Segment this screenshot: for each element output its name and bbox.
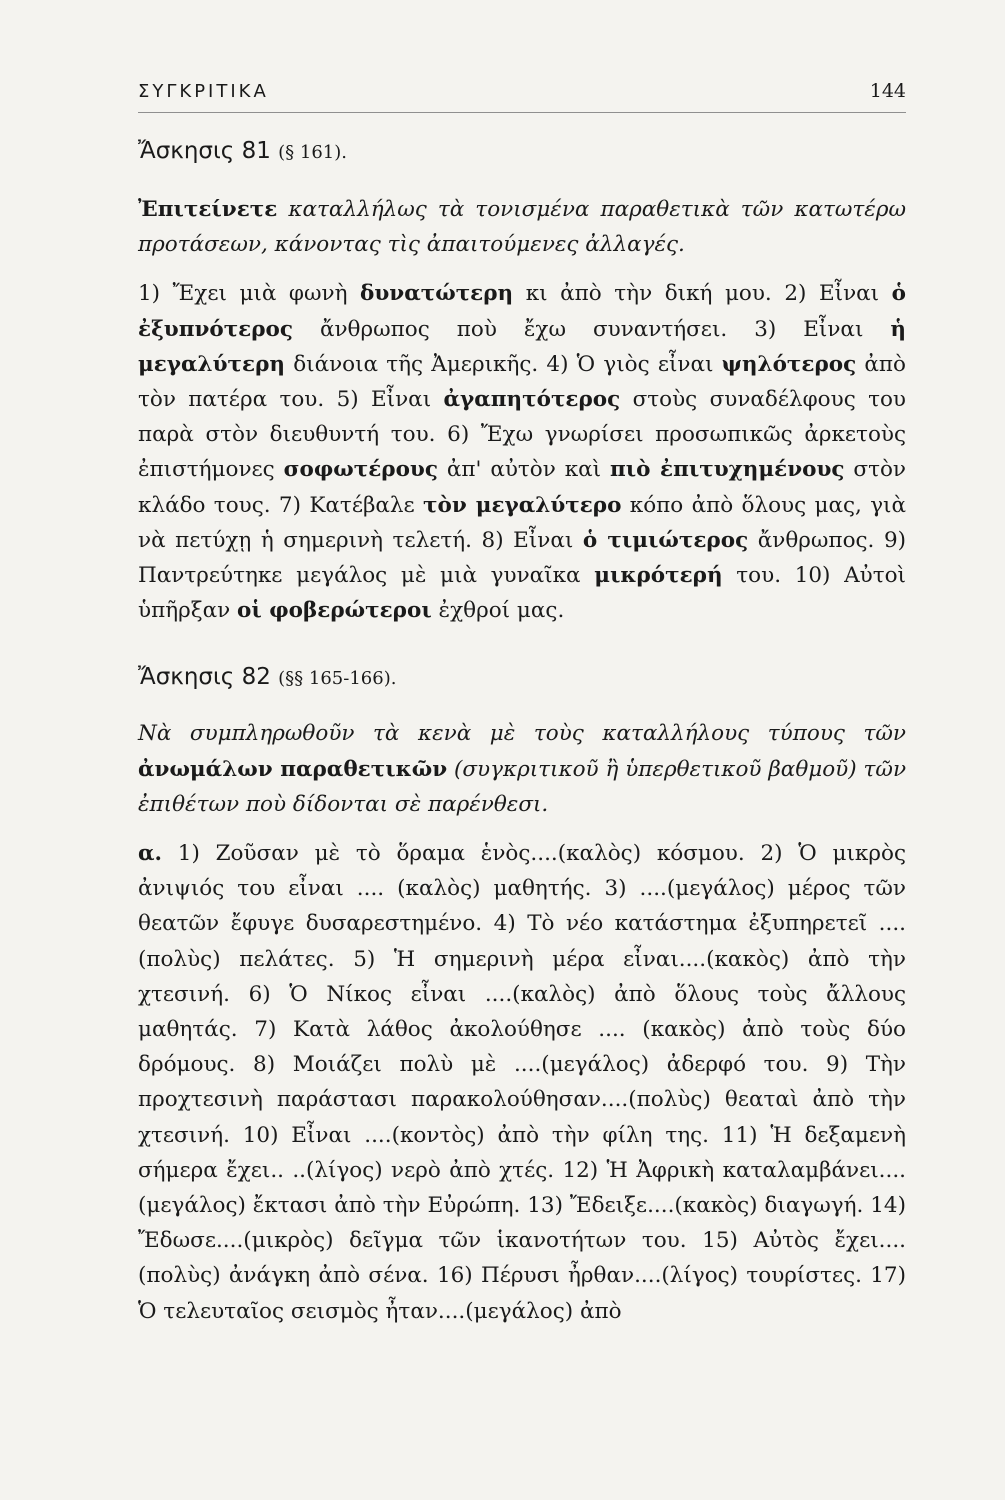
instruction-lead: Ἐπιτείνετε: [138, 197, 278, 222]
emphasized-comparative: ψηλότερος: [721, 351, 857, 377]
header-rule: [138, 112, 906, 113]
emphasized-comparative: δυνατώτερη: [360, 281, 514, 307]
instruction-text: καταλλήλως τὰ τονισμένα παραθετικὰ τῶν κατωτέρω προτάσεων, κάνοντας τὶς ἀπαιτούμενες ἀλλαγές.: [138, 197, 906, 258]
exercise-82-heading: [138, 658, 906, 698]
sentence-text: στὸν κλάδο τους. 7) Κατέβαλε: [138, 457, 906, 518]
exercise-81-instruction: [138, 192, 906, 262]
page-body: [138, 132, 906, 1329]
emphasized-comparative: πιὸ ἐπιτυχημένους: [610, 457, 845, 483]
instruction-text: (συγκριτικοῦ ἢ ὑπερθετικοῦ βαθμοῦ) τῶν ἐπιθέτων ποὺ δίδονται σὲ παρένθεσι.: [138, 756, 907, 817]
emphasized-comparative: ὁ τιμιώτερος: [582, 527, 749, 553]
emphasized-comparative: ἡ μεγαλύτερη: [138, 316, 906, 377]
running-head: [138, 80, 906, 102]
instruction-emphasis: ἀνωμάλων παραθετικῶν: [138, 756, 448, 782]
sentence-text: ἄνθρωπος ποὺ ἔχω συναντήσει. 3) Εἶναι: [292, 316, 891, 342]
emphasized-comparative: ἀγαπητότερος: [443, 387, 621, 413]
chapter-title: ΣΥΓΚΡΙΤΙΚΑ: [138, 81, 269, 102]
part-label: α.: [138, 841, 163, 867]
part-a-text: 1) Ζοῦσαν μὲ τὸ ὅραμα ἑνὸς....(καλὸς) κόσμου. 2) Ὁ μικρὸς ἀνιψιός του εἶναι .... (καλὸς) μαθητής. 3) ....(μεγάλος) μέρος τῶν θεατῶν ἔφυγε δυσαρεστημένο. 4) Τὸ νέο κατάστημα ἐξυπηρετεῖ .... (πολὺς) πελάτες. 5) Ἡ σημερινὴ μέρα εἶναι....(κακὸς) ἀπὸ τὴν χτεσινή. 6) Ὁ Νίκος εἶναι ....(καλὸς) ἀπὸ ὅλους τοὺς ἄλλους μαθητάς. 7) Κατὰ λάθος ἀκολούθησε .... (κακὸς) ἀπὸ τοὺς δύο δρόμους. 8) Μοιάζει πολὺ μὲ ....(μεγάλος) ἀδερφό του. 9) Τὴν προχτεσινὴ παράστασι παρακολούθησαν....(πολὺς) θεαταὶ ἀπὸ τὴν χτεσινή. 10) Εἶναι ....(κοντὸς) ἀπὸ τὴν φίλη της. 11) Ἡ δεξαμενὴ σήμερα ἔχει.. ..(λίγος) νερὸ ἀπὸ χτές. 12) Ἡ Ἀφρικὴ καταλαμβάνει....(μεγάλος) ἔκτασι ἀπὸ τὴν Εὐρώπη. 13) Ἔδειξε....(κακὸς) διαγωγή. 14) Ἔδωσε....(μικρὸς) δεῖγμα τῶν ἱκανοτήτων του. 15) Αὐτὸς ἔχει....(πολὺς) ἀνάγκη ἀπὸ σένα. 16) Πέρυσι ἦρθαν....(λίγος) τουρίστες. 17) Ὁ τελευταῖος σεισμὸς ἦταν....(μεγάλος) ἀπὸ: [138, 841, 906, 1324]
emphasized-comparative: σοφωτέρους: [283, 457, 438, 483]
instruction-text: Νὰ συμπληρωθοῦν τὰ κενὰ μὲ τοὺς καταλλήλους τύπους τῶν: [138, 721, 906, 747]
sentence-text: κόπο ἀπὸ ὅλους μας, γιὰ νὰ πετύχῃ ἡ σημερινὴ τελετή. 8) Εἶναι: [138, 492, 906, 553]
sentence-text: κι ἀπὸ τὴν δική μου. 2) Εἶναι: [513, 281, 892, 307]
exercise-82-instruction: [138, 716, 906, 822]
exercise-82-part-a: [138, 836, 906, 1329]
exercise-81-sentences: [138, 276, 906, 628]
emphasized-comparative: τὸν μεγαλύτερο: [423, 492, 622, 518]
sentence-text: 1) Ἔχει μιὰ φωνὴ: [138, 281, 361, 307]
exercise-82-title: Ἄσκησις 82: [138, 664, 271, 691]
emphasized-comparative: μικρότερή: [594, 563, 723, 589]
sentence-text: στοὺς συναδέλφους του παρὰ στὸν διευθυντή του. 6) Ἔχω γνωρίσει προσωπικῶς ἀρκετοὺς ἐπιστήμονες: [138, 387, 906, 483]
exercise-81-reference: (§ 161).: [278, 142, 348, 163]
exercise-82-reference: (§§ 165-166).: [278, 668, 397, 690]
exercise-81-title: Ἄσκησις 81: [138, 138, 271, 164]
sentence-text: διάνοια τῆς Ἀμερικῆς. 4) Ὁ γιὸς εἶναι: [285, 351, 722, 377]
sentence-text: ἐχθροί μας.: [431, 598, 565, 624]
emphasized-comparative: ὁ ἐξυπνότερος: [138, 281, 906, 342]
page-number: 144: [869, 80, 906, 102]
exercise-81-heading: [138, 132, 906, 172]
sentence-text: ἀπ' αὐτὸν καὶ: [437, 457, 611, 483]
sentence-text: ἄνθρωπος. 9) Παντρεύτηκε μεγάλος μὲ μιὰ γυναῖκα: [138, 527, 907, 589]
sentence-text: του. 10) Αὐτοὶ ὑπῆρξαν: [138, 563, 906, 624]
emphasized-comparative: οἱ φοβερώτεροι: [237, 598, 432, 624]
sentence-text: ἀπὸ τὸν πατέρα του. 5) Εἶναι: [138, 351, 906, 413]
